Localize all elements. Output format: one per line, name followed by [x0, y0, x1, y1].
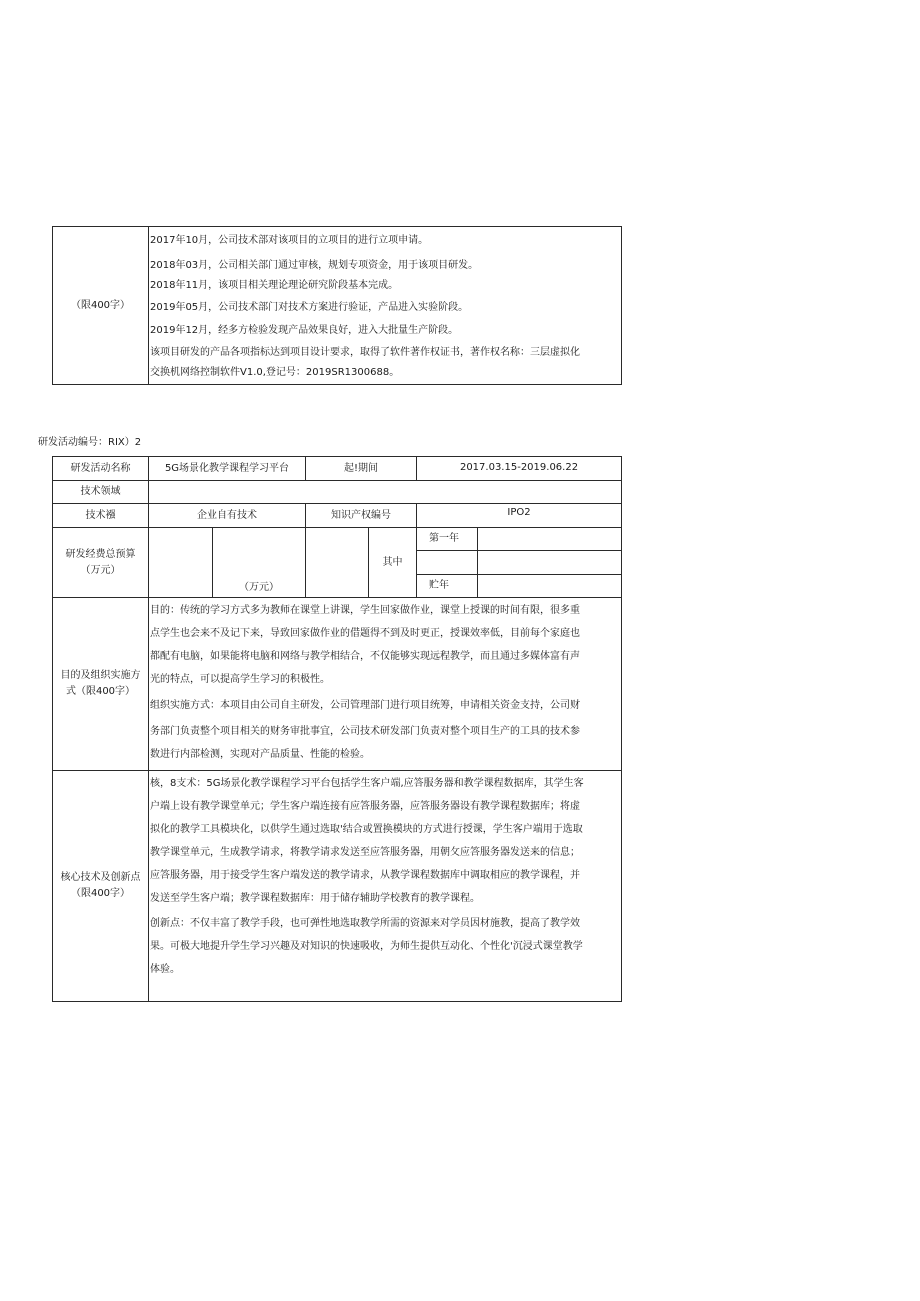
ip-label: 知识产权编号 — [306, 504, 417, 528]
purpose-line: 数进行内部检测，实现对产品质量、性能的检验。 — [150, 749, 370, 760]
budget-extra — [306, 528, 369, 598]
budget-unit: （万元） — [213, 528, 306, 598]
core-line: 果。可极大地提升学生学习兴趣及对知识的快速吸收，为师生提供互动化、个性化'沉浸式课堂教学 — [150, 941, 583, 952]
budget-label-unit: （万元） — [80, 564, 121, 576]
history-label: （限400字） — [53, 227, 149, 385]
core-label-text: 核心技术及创新点 — [60, 872, 141, 883]
budget-years-table — [417, 528, 622, 597]
purpose-line: 务部门负责整个项目相关的财务审批事宜，公司技术研发部门负责对整个项目生产的工具的技术参 — [150, 726, 580, 737]
core-line: 户端上设有教学课堂单元；学生客户端连接有应答服务器，应答服务器设有教学课程数据库；将虚 — [150, 801, 580, 812]
core-line: 应答服务器，用于接受学生客户端发送的教学请求，从教学课程数据库中调取相应的教学课程，并 — [150, 870, 580, 881]
core-line: 教学课堂单元，生成教学请求，将教学请求发送至应答服务器，用朝攵应答服务器发送来的信息； — [150, 847, 580, 858]
budget-total-value — [149, 528, 213, 598]
budget-label-text: 研发经费总预算 — [65, 548, 136, 560]
history-line: 2019年05月，公司技术部门对技术方案进行验证，产品进入实验阶段。 — [150, 302, 469, 313]
budget-years — [417, 528, 622, 598]
activity-table — [52, 456, 622, 1002]
core-line: 体验。 — [150, 964, 180, 975]
core-line: 核，8支术：5G场景化教学课程学习平台包括学生客户端,应答服务器和教学课程数据库，其学生客 — [150, 778, 584, 789]
purpose-line: 点学生也会来不及记下来，导致回家做作业的借题得不到及时更正，授课效率低，目前每个家庭也 — [150, 628, 580, 639]
activity-name-label: 研发活动名称 — [53, 457, 149, 481]
year2-value — [477, 551, 622, 574]
purpose-line: 组织实施方式：本项目由公司自主研发，公司管理部门进行项目统筹，申请相关资金支持，公司财 — [150, 700, 580, 711]
development-history-table — [52, 226, 622, 385]
period-value: 2017.03.15-2019.06.22 — [417, 457, 622, 481]
core-label — [53, 771, 149, 1002]
history-line: 2017年10月，公司技术部对该项目的立项目的进行立项申请。 — [150, 235, 429, 246]
budget-label — [53, 528, 149, 598]
core-content — [149, 771, 622, 1002]
tech-source-label: 技术襁 — [53, 504, 149, 528]
history-line: 2019年12月，经多方检验发现产品效果良好，进入大批量生产阶段。 — [150, 325, 459, 336]
year1-value — [477, 528, 622, 551]
core-line: 发送至学生客户端；教学课程数据库：用于储存辅助学校教育的教学课程。 — [150, 893, 480, 904]
year2-label — [417, 551, 477, 574]
budget-among-label: 其中 — [369, 528, 417, 598]
history-line: 2018年03月，公司相关部门通过审核，规划专项资金，用于该项目研发。 — [150, 260, 479, 271]
purpose-content — [149, 598, 622, 771]
year3-label: 贮年 — [429, 579, 450, 591]
history-line: 该项目研发的产品各项指标达到项目设计要求，取得了软件著作权证书，著作权名称：三层虚拟化 — [150, 347, 580, 358]
history-line: 交换机网络控制软件V1.0,登记号：2019SR1300688。 — [150, 367, 400, 378]
activity-id: 研发活动编号：RIX）2 — [38, 437, 142, 448]
tech-field-label: 技术领域 — [53, 481, 149, 504]
history-line: 2018年11月，该项目相关理论理论研究阶段基本完成。 — [150, 280, 399, 291]
core-line: 创新点：不仅丰富了教学手段，也可弹性地选取教学所需的资源来对学员因材施教，提高了教学效 — [150, 918, 580, 929]
purpose-line: 光的特点，可以提高学生学习的积极性。 — [150, 674, 330, 685]
period-label: 起!期间 — [306, 457, 417, 481]
tech-source-value: 企业自有技术 — [149, 504, 306, 528]
year1-label: 第一年 — [417, 528, 477, 551]
core-line: 拟化的教学工具模块化，以供学生通过选取'结合或置换模块的方式进行授课，学生客户端用于选取 — [150, 824, 583, 835]
ip-value: IPO2 — [417, 504, 622, 528]
purpose-line: 目的：传统的学习方式多为教师在课堂上讲课，学生回家做作业，课堂上授课的时间有限，很多重 — [150, 605, 580, 616]
core-label-limit: （限400字） — [70, 888, 131, 899]
tech-field-value — [149, 481, 622, 504]
activity-name: 5G场景化教学课程学习平台 — [149, 457, 306, 481]
year3-value — [477, 574, 622, 597]
purpose-label: 目的及组织实施方式（限400字） — [53, 598, 149, 771]
purpose-line: 都配有电脑，如果能将电脑和网络与教学相结合，不仅能够实现远程教学，而且通过多媒体富有声 — [150, 651, 580, 662]
history-content — [149, 227, 622, 385]
